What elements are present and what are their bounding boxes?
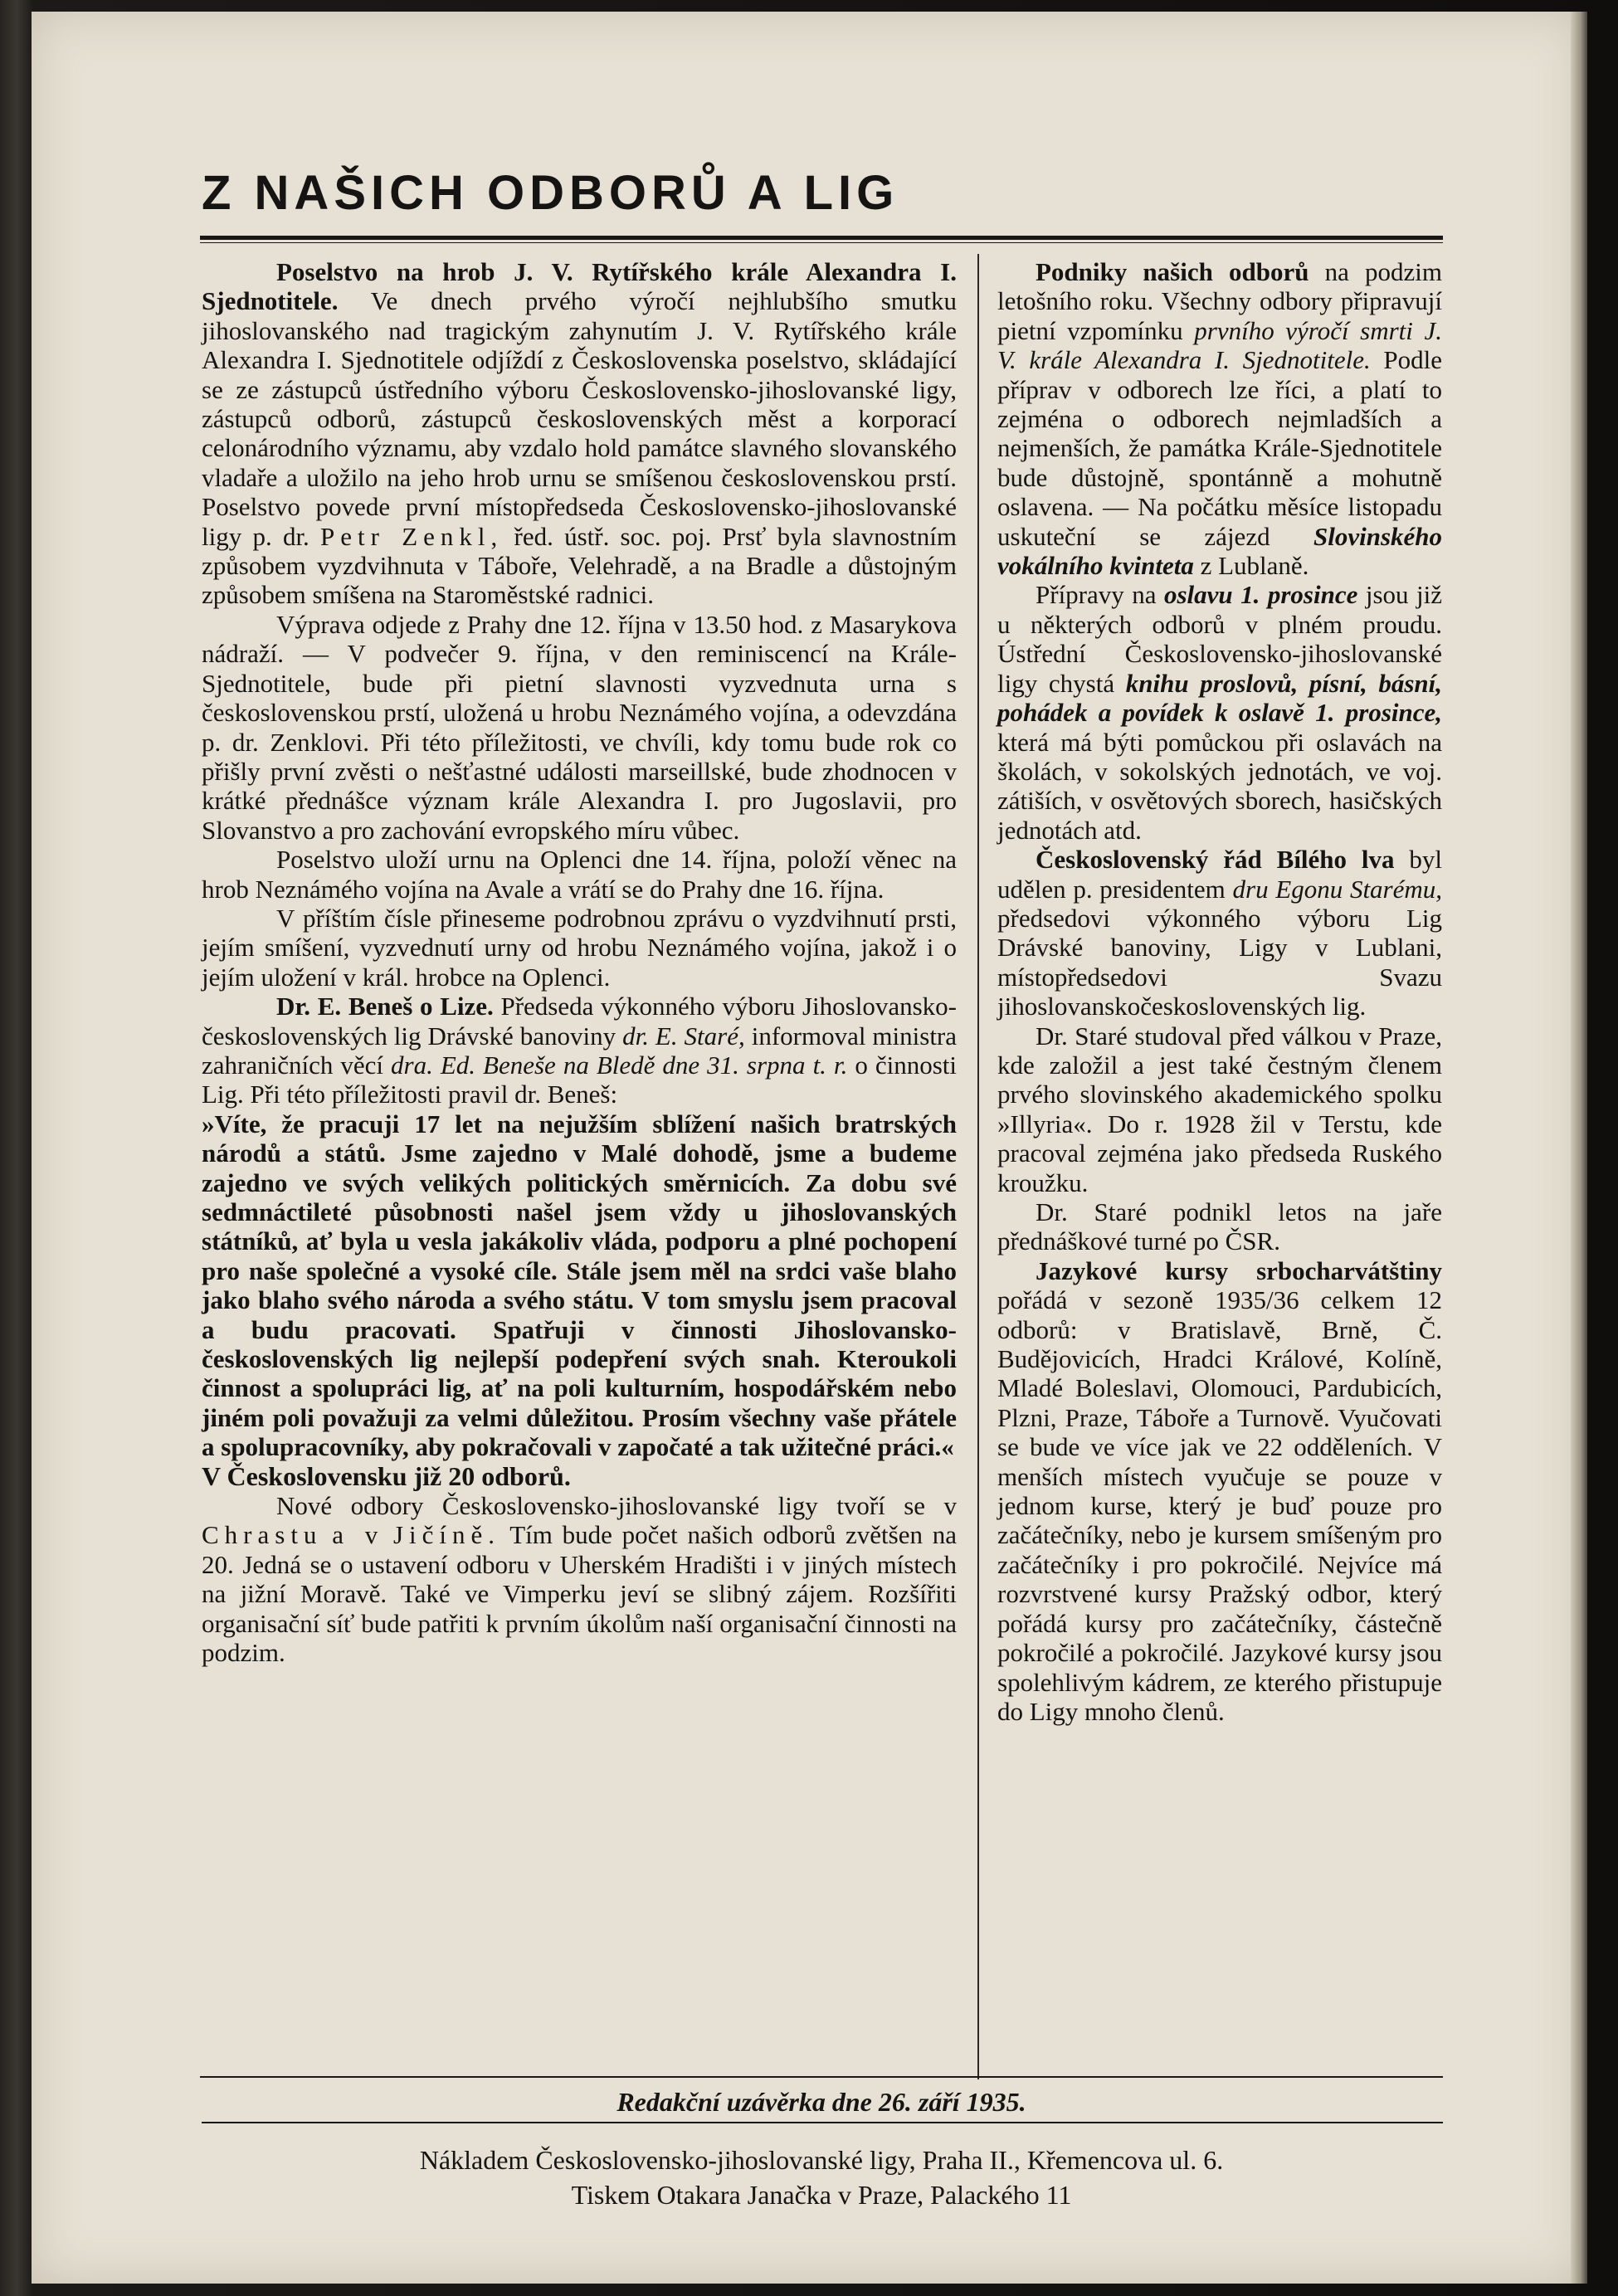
imprint-printer: Tiskem Otakara Janačka v Praze, Palackého 11 <box>571 2180 1072 2210</box>
editorial-deadline: Redakční uzávěrka dne 26. září 1935. <box>616 2087 1026 2117</box>
article-branches-body: Nové odbory Československo-jihoslovanské ligy tvoří se v Chrastu a v Jičíně. Tím bude počet našich odborů zvětšen na 20. Jedná se o ustavení odboru v Uherském Hradišti i v jiných místech na jižní Moravě. Také ve Vimperku jeví se slibný zájem. Rozšířiti organisační síť bude patřiti k prvním úkolům naší organisační činnosti na podzim. <box>202 1491 957 1668</box>
article-order-p3: Dr. Staré podnikl letos na jaře přednáškové turné po ČSR. <box>997 1197 1442 1256</box>
article-envoy-heading: Poselstvo na hrob J. V. Rytířského krále Alexandra I. Sjednotitele. <box>202 257 957 316</box>
article-benes: Dr. E. Beneš o Lize. Předseda výkonného výboru Jihoslovansko-československých lig Drávské banoviny dr. E. Staré, informoval ministra zahraničních věcí dra. Ed. Beneše na Bledě dne 31. srpna t. r. o činnosti Lig. Při této příležitosti pravil dr. Beneš: <box>202 992 958 1109</box>
article-envoy-p3: Poselstvo uloží urnu na Oplenci dne 14. října, položí věnec na hrob Neznámého vojína na Avale a vrátí se do Prahy dne 16. října. <box>202 845 957 904</box>
imprint <box>249 2142 1394 2212</box>
article-december: Přípravy na oslavu 1. prosince jsou již u některých odborů v plném proudu. Ústřední Československo-jihoslovanské ligy chystá knihu proslovů, písní, básní, pohádek a povídek k oslavě 1. prosince, která má býti pomůckou při oslavách na školách, v sokolských jednotách, ve voj. zátiších, v osvětových sborech, hasičských jednotách atd. <box>997 580 1443 845</box>
article-events-heading: Podniky našich odborů <box>1036 257 1309 286</box>
person-name: Petr Zenkl, <box>320 521 504 551</box>
page-title: Z NAŠICH ODBORŮ A LIG <box>202 166 899 220</box>
article-envoy-p1: Poselstvo na hrob J. V. Rytířského krále Alexandra I. Sjednotitele. Ve dnech prvého výročí nejhlubšího smutku jihoslovanského nad tragickým zahynutím J. V. Rytířského krále Alexandra I. Sjednotitele odjíždí z Československa poselstvo, skládající se ze zástupců ústředního výboru Československo-jihoslovanské ligy, zástupců odborů, zástupců československých měst a korporací celonárodního významu, aby vzdalo hold památce slavného slovanského vladaře a uložilo na jeho hrob urnu se smíšenou československou prstí. Poselstvo povede první místopředseda Československo-jihoslovanské ligy p. dr. Petr Zenkl, řed. ústř. soc. poj. Prsť byla slavnostním způsobem vyzdvihnuta v Táboře, Velehradě, a na Bradle a důstojným způsobem smíšena na Staroměstské radnici. <box>202 257 958 610</box>
article-courses-heading: Jazykové kursy srbocharvátštiny <box>1036 1255 1442 1285</box>
page-edge-shadow <box>1571 12 1587 2284</box>
left-column <box>202 257 957 1668</box>
article-order-p2: Dr. Staré studoval před válkou v Praze, kde založil a jest také čestným členem prvého slovinského akademického spolku »Illyria«. Do r. 1928 žil v Terstu, kde pracoval zejména jako předseda Ruského kroužku. <box>997 1021 1442 1197</box>
benes-quote: »Víte, že pracuji 17 let na nejužším sblížení našich bratrských národů a států. Jsme zajedno v Malé dohodě, jsme a budeme zajedno ve svých velikých politických směrnicích. Za dobu své sedmnáctileté působnosti našel jsem vždy u jihoslovanských státníků, ať byla u vesla jakákoliv vláda, podporu a plné pochopení pro naše společné a vysoké cíle. Stále jsem měl na srdci vaše blaho jako blaho svého národa a svého státu. V tom smyslu jsem pracoval a budu pracovati. Spatřuji v činnosti Jihoslovansko-československých lig nejlepší podepření svých snah. Kteroukoli činnost a spolupráci lig, ať na poli kulturním, hospodářském nebo jiném poli považuji za velmi důležitou. Prosím všechny vaše přátele a spolupracovníky, aby pokračovali v započaté a tak užitečné práci.« <box>202 1109 957 1462</box>
article-events: Podniky našich odborů na podzim letošního roku. Všechny odbory připravují pietní vzpomínku prvního výročí smrti J. V. krále Alexandra I. Sjednotitele. Podle příprav v odborech lze říci, a platí to zejména o odborech nejmladších a nejmenších, že památka Krále-Sjednotitele bude důstojně, spontánně a mohutně oslavena. — Na počátku měsíce listopadu uskuteční se zájezd Slovinského vokálního kvinteta z Lublaně. <box>997 257 1443 581</box>
title-rule <box>200 236 1443 240</box>
right-column <box>997 257 1442 1726</box>
article-courses: Jazykové kursy srbocharvátštiny pořádá v sezoně 1935/36 celkem 12 odborů: v Bratislavě, Brně, Č. Budějovicích, Hradci Králové, Kolíně, Mladé Boleslavi, Olomouci, Pardubicích, Plzni, Praze, Táboře a Turnově. Vyučovati se bude ve více jak ve 22 odděleních. V menších místech vyučuje se pouze v jednom kurse, který je buď pouze pro začátečníky, nebo je kursem smíšeným pro začátečníky i pro pokročilé. Nejvíce má rozvrstvené kursy Pražský odbor, který pořádá kursy pro začátečníky, částečně pokročilé a pokročilé. Jazykové kursy jsou spolehlivým kádrem, ze kterého přistupuje do Ligy mnoho členů. <box>997 1255 1442 1726</box>
article-benes-heading: Dr. E. Beneš o Lize. <box>276 992 494 1021</box>
article-order: Československý řád Bílého lva byl udělen p. presidentem dru Egonu Starému, předsedovi výkonného výboru Lig Drávské banoviny, Ligy v Lublani, místopředsedovi Svazu jihoslovanskočeskoslovenských lig. <box>997 845 1443 1021</box>
article-branches-heading: V Československu již 20 odborů. <box>202 1460 571 1491</box>
article-order-heading: Československý řád Bílého lva <box>1036 845 1395 875</box>
closing-rule <box>202 2122 1443 2123</box>
article-envoy-p2: Výprava odjede z Prahy dne 12. října v 13.50 hod. z Masarykova nádraží. — V podvečer 9. října, v den reminiscencí na Krále-Sjednotitele, bude při pietní slavnosti vyzvednuta urna s československou prstí, uložená u hrobu Neznámého vojína, a odevzdána p. dr. Zenklovi. Při této příležitosti, ve chvíli, kdy tomu bude rok co přišly první zvěsti o nešťastné události marseillské, bude zhodnocen v krátké přednášce význam krále Alexandra I. pro Jugoslavii, pro Slovanstvo a pro zachování evropského míru vůbec. <box>202 609 957 845</box>
column-divider <box>977 254 979 2079</box>
title-rule-thin <box>200 242 1443 243</box>
imprint-publisher: Nákladem Československo-jihoslovanské ligy, Praha II., Křemencova ul. 6. <box>419 2145 1224 2175</box>
article-envoy-p4: V příštím čísle přineseme podrobnou zprávu o vyzdvihnutí prsti, jejím smíšení, vyzvednutí urny od hrobu Neznámého vojína, jakož i o jejím uložení v král. hrobce na Oplenci. <box>202 903 957 992</box>
columns-bottom-rule <box>200 2076 1443 2078</box>
